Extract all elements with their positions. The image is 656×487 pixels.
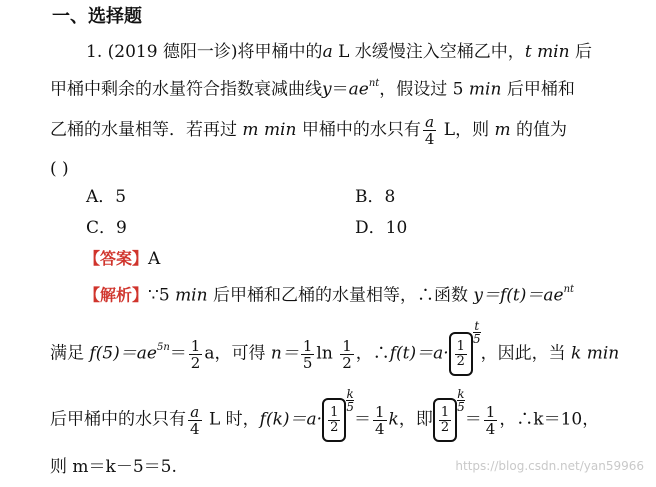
answer-paren: ( ) (50, 159, 69, 179)
option-b[interactable]: B．8 (355, 187, 396, 207)
fraction-one-fifth: $\frac{1}{5}$ (302, 336, 313, 372)
answer-value: A (148, 249, 161, 269)
analysis-line-3: 后甲桶中的水只有 $\frac{a}{4}$ L 时，f(k)＝a· $\frac{1}{2}$ $\frac{k}{5}$ ＝ $\frac{1}{4}$ k，即 $\frac{1}{2}$ $\frac{k}{5}$ ＝ $\frac{1}{4}$ ，∴k＝10， (50, 398, 599, 442)
fraction-half: $\frac{1}{2}$ (190, 336, 201, 372)
watermark: https://blog.csdn.net/yan59966 (455, 459, 644, 473)
exponent-k-over-5: $\frac{k}{5}$ (346, 387, 354, 414)
fraction-quarter: $\frac{1}{4}$ (374, 402, 385, 438)
fraction-a-over-4-b: $\frac{a}{4}$ (190, 402, 200, 438)
analysis-line-1: 【解析】∵5 min 后甲桶和乙桶的水量相等，∴函数 $y=f(t)=ae^{nt}$ (84, 284, 575, 306)
option-a[interactable]: A．5 (86, 187, 127, 207)
power-base-half-k-2: $\frac{1}{2}$ (433, 398, 457, 442)
answer-tag: 【答案】 (84, 249, 149, 268)
question-line-1: 1. (2019 德阳一诊)将甲桶中的a L 水缓慢注入空桶乙中，t min 后 (86, 42, 592, 62)
fraction-a-over-4: $\frac{a}{4}$ (424, 113, 435, 148)
fraction-quarter-2: $\frac{1}{4}$ (485, 402, 496, 438)
exponent-t-over-5: $\frac{t}{5}$ (472, 319, 481, 346)
fraction-half-ln: $\frac{1}{2}$ (342, 336, 352, 372)
option-d[interactable]: D．10 (355, 218, 408, 238)
analysis-tag: 【解析】 (84, 285, 149, 305)
analysis-line-4: 则 m＝k－5＝5. (50, 457, 177, 477)
power-base-half-k: $\frac{1}{2}$ (322, 398, 346, 442)
section-title: 一、选择题 (52, 6, 142, 27)
question-line-3: 乙桶的水量相等．若再过 m min 甲桶中的水只有 $\frac{a}{4}$ L，则 m 的值为 (50, 113, 568, 148)
option-c[interactable]: C．9 (86, 218, 127, 238)
answer-line (84, 248, 160, 270)
analysis-line-2: 满足 $f(5)=ae^{5n}=$ $\frac{1}{2}$ a，可得 n＝ $\frac{1}{5}$ ln $\frac{1}{2}$ ，∴f(t)＝a· $\frac{1}{2}$ $\frac{t}{5}$ ，因此，当 k min (50, 330, 619, 376)
question-line-2: 甲桶中剩余的水量符合指数衰减曲线$y=ae^{nt}$，假设过 5 min 后甲桶和 (50, 78, 575, 100)
exponent-k-over-5-2: $\frac{k}{5}$ (457, 387, 465, 414)
power-base-half: $\frac{1}{2}$ (449, 332, 473, 376)
